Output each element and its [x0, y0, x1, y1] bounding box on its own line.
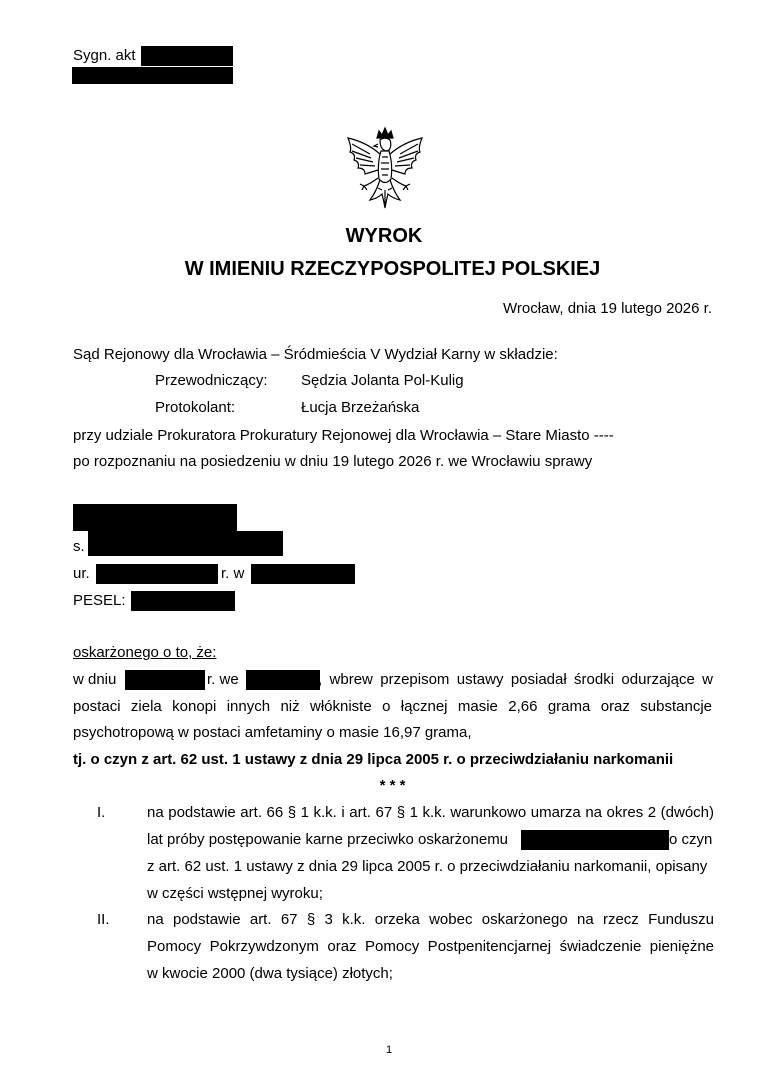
charge-line2: postaci ziela konopi innych niż włókniste o łącznej masie 2,66 grama oraz substancje — [73, 698, 712, 715]
charge-line1-b: r. we — [207, 671, 239, 688]
charge-line3: psychotropową w postaci amfetaminy o masie 16,97 grama, — [73, 724, 472, 741]
document-title: WYROK — [345, 225, 423, 247]
birth-label: ur. — [73, 565, 90, 582]
polish-eagle-emblem — [340, 124, 430, 216]
prosecutor-line: przy udziale Prokuratora Prokuratury Rejonowej dla Wrocławia – Stare Miasto ---- — [73, 427, 614, 444]
document-subtitle: W IMIENIU RZECZYPOSPOLITEJ POLSKIEJ — [184, 258, 601, 280]
verdict-point-line: na podstawie art. 67 § 3 k.k. orzeka wobec oskarżonego na rzecz Funduszu — [147, 911, 714, 928]
verdict-point-number: II. — [97, 911, 110, 928]
redacted-case-number — [141, 46, 233, 66]
verdict-point-line: lat próby postępowanie karne przeciwko oskarżonemu — [147, 831, 509, 848]
charge-line1-a: w dniu — [73, 671, 117, 688]
section-separator: * * * — [379, 777, 406, 794]
charge-line1-c: , wbrew przepisom ustawy posiadał środki odurzające w — [318, 671, 713, 688]
redacted-parents-names — [88, 531, 283, 556]
presiding-name: Sędzia Jolanta Pol-Kulig — [301, 372, 464, 389]
redacted-offence-place — [246, 670, 320, 690]
case-signature-label: Sygn. akt — [73, 47, 136, 64]
redacted-defendant-name-verdict — [521, 830, 669, 850]
verdict-point-line: Pomocy Pokrzywdzonym oraz Pomocy Postpenitencjarnej świadczenie pieniężne — [147, 938, 714, 955]
father-name-label: s. — [73, 538, 85, 555]
court-intro: Sąd Rejonowy dla Wrocławia – Śródmieścia V Wydział Karny w składzie: — [73, 346, 558, 363]
pesel-label: PESEL: — [73, 592, 126, 609]
verdict-point-line: z art. 62 ust. 1 ustawy z dnia 29 lipca 2005 r. o przeciwdziałaniu narkomanii, opisany — [147, 858, 708, 875]
verdict-point-number: I. — [97, 804, 106, 821]
verdict-point-line: w kwocie 2000 (dwa tysiące) złotych; — [147, 965, 393, 982]
redacted-birth-date — [96, 564, 218, 584]
presiding-label: Przewodniczący: — [155, 372, 268, 389]
redacted-pesel — [131, 591, 235, 611]
place-date: Wrocław, dnia 19 lutego 2026 r. — [502, 300, 712, 317]
clerk-label: Protokolant: — [155, 399, 236, 416]
hearing-line: po rozpoznaniu na posiedzeniu w dniu 19 lutego 2026 r. we Wrocławiu sprawy — [73, 453, 593, 470]
redacted-case-number-line2 — [72, 67, 233, 84]
redacted-birth-place — [251, 564, 355, 584]
redacted-offence-date — [125, 670, 205, 690]
page-number: 1 — [385, 1044, 393, 1056]
clerk-name: Łucja Brzeżańska — [301, 399, 420, 416]
birth-place-label: r. w — [221, 565, 245, 582]
redacted-defendant-name — [73, 504, 237, 531]
verdict-point-line: w części wstępnej wyroku; — [147, 885, 323, 902]
verdict-point-line: na podstawie art. 66 § 1 k.k. i art. 67 § 1 k.k. warunkowo umarza na okres 2 (dwóch) — [147, 804, 714, 821]
charge-legal-basis: tj. o czyn z art. 62 ust. 1 ustawy z dnia 29 lipca 2005 r. o przeciwdziałaniu narkomanii — [73, 751, 674, 768]
charge-heading: oskarżonego o to, że: — [73, 644, 217, 661]
verdict-point-line: o czyn — [669, 831, 713, 848]
